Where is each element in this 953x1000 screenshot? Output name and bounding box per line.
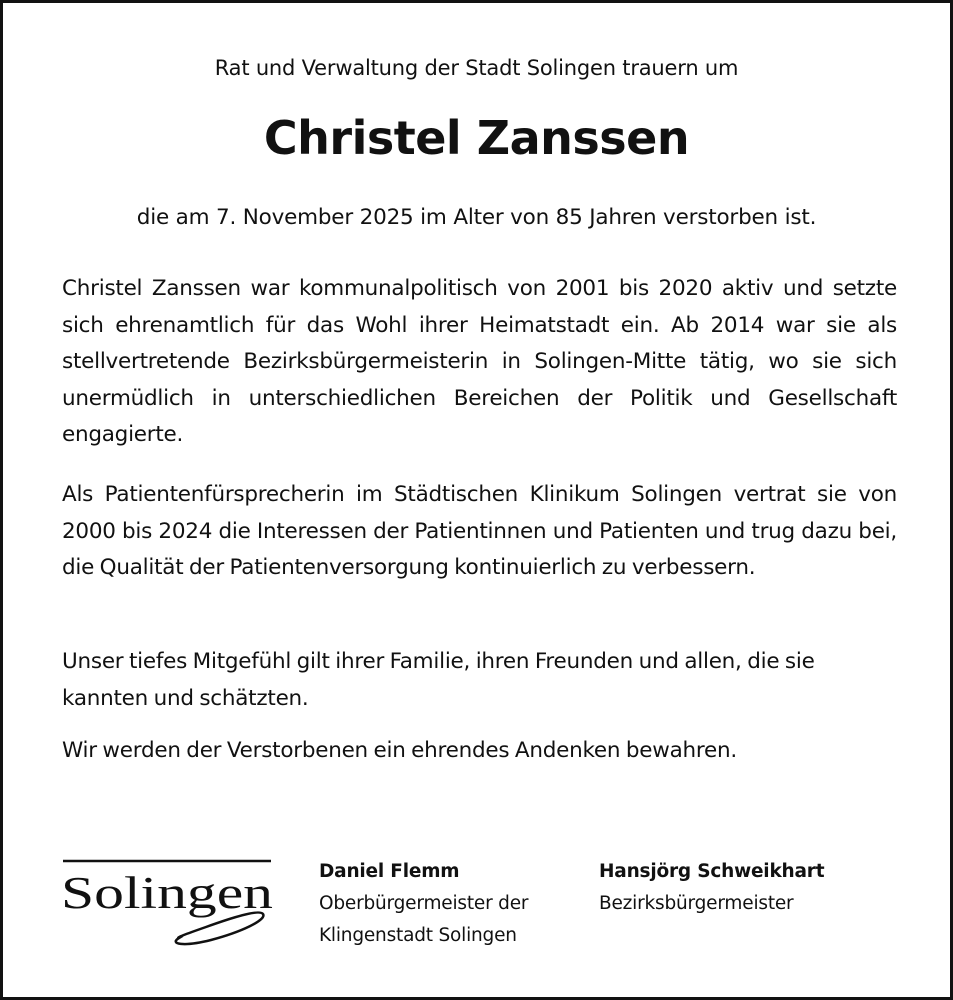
signature-name: Hansjörg Schweikhart bbox=[599, 861, 825, 882]
intro-line: Rat und Verwaltung der Stadt Solingen trauern um bbox=[214, 56, 739, 80]
solingen-logo bbox=[61, 858, 275, 948]
deceased-name: Christel Zanssen bbox=[263, 111, 690, 165]
paragraph-condolence bbox=[62, 644, 897, 717]
signature-title: Oberbürgermeister der bbox=[319, 893, 529, 914]
paragraph-career bbox=[62, 271, 897, 454]
signature-title: Bezirksbürgermeister bbox=[599, 893, 794, 914]
signature-title: Klingenstadt Solingen bbox=[319, 925, 517, 946]
paragraph-text: Christel Zanssen war kommunalpolitisch von 2001 bis 2020 aktiv und setzte sich ehrenamtlich für das Wohl ihrer Heimatstadt ein. Ab 2014 war sie als stellvertretende Bezirksbürgermeisterin in Solingen-Mitte tätig, wo sie sich unermüdlich in unterschiedlichen Bereichen der Politik und Gesellschaft engagierte. bbox=[62, 276, 897, 447]
paragraph-text: Wir werden der Verstorbenen ein ehrendes Andenken bewahren. bbox=[62, 738, 737, 763]
paragraph-text: Unser tiefes Mitgefühl gilt ihrer Familie, ihren Freunden und allen, die sie kannten und schätzten. bbox=[62, 649, 815, 711]
signature-district-mayor bbox=[599, 856, 824, 920]
paragraph-remembrance bbox=[62, 733, 897, 770]
signature-name: Daniel Flemm bbox=[319, 861, 460, 882]
death-line: die am 7. November 2025 im Alter von 85 Jahren verstorben ist. bbox=[136, 205, 817, 230]
paragraph-advocate bbox=[62, 477, 897, 587]
signature-mayor bbox=[319, 856, 528, 952]
paragraph-text: Als Patientenfürsprecherin im Städtischen Klinikum Solingen vertrat sie von 2000 bis 2024 die Interessen der Patientinnen und Patienten und trug dazu bei, die Qualität der Patientenversorgung kontinuierlich zu verbessern. bbox=[62, 482, 897, 580]
logo-text: Solingen bbox=[61, 868, 273, 918]
